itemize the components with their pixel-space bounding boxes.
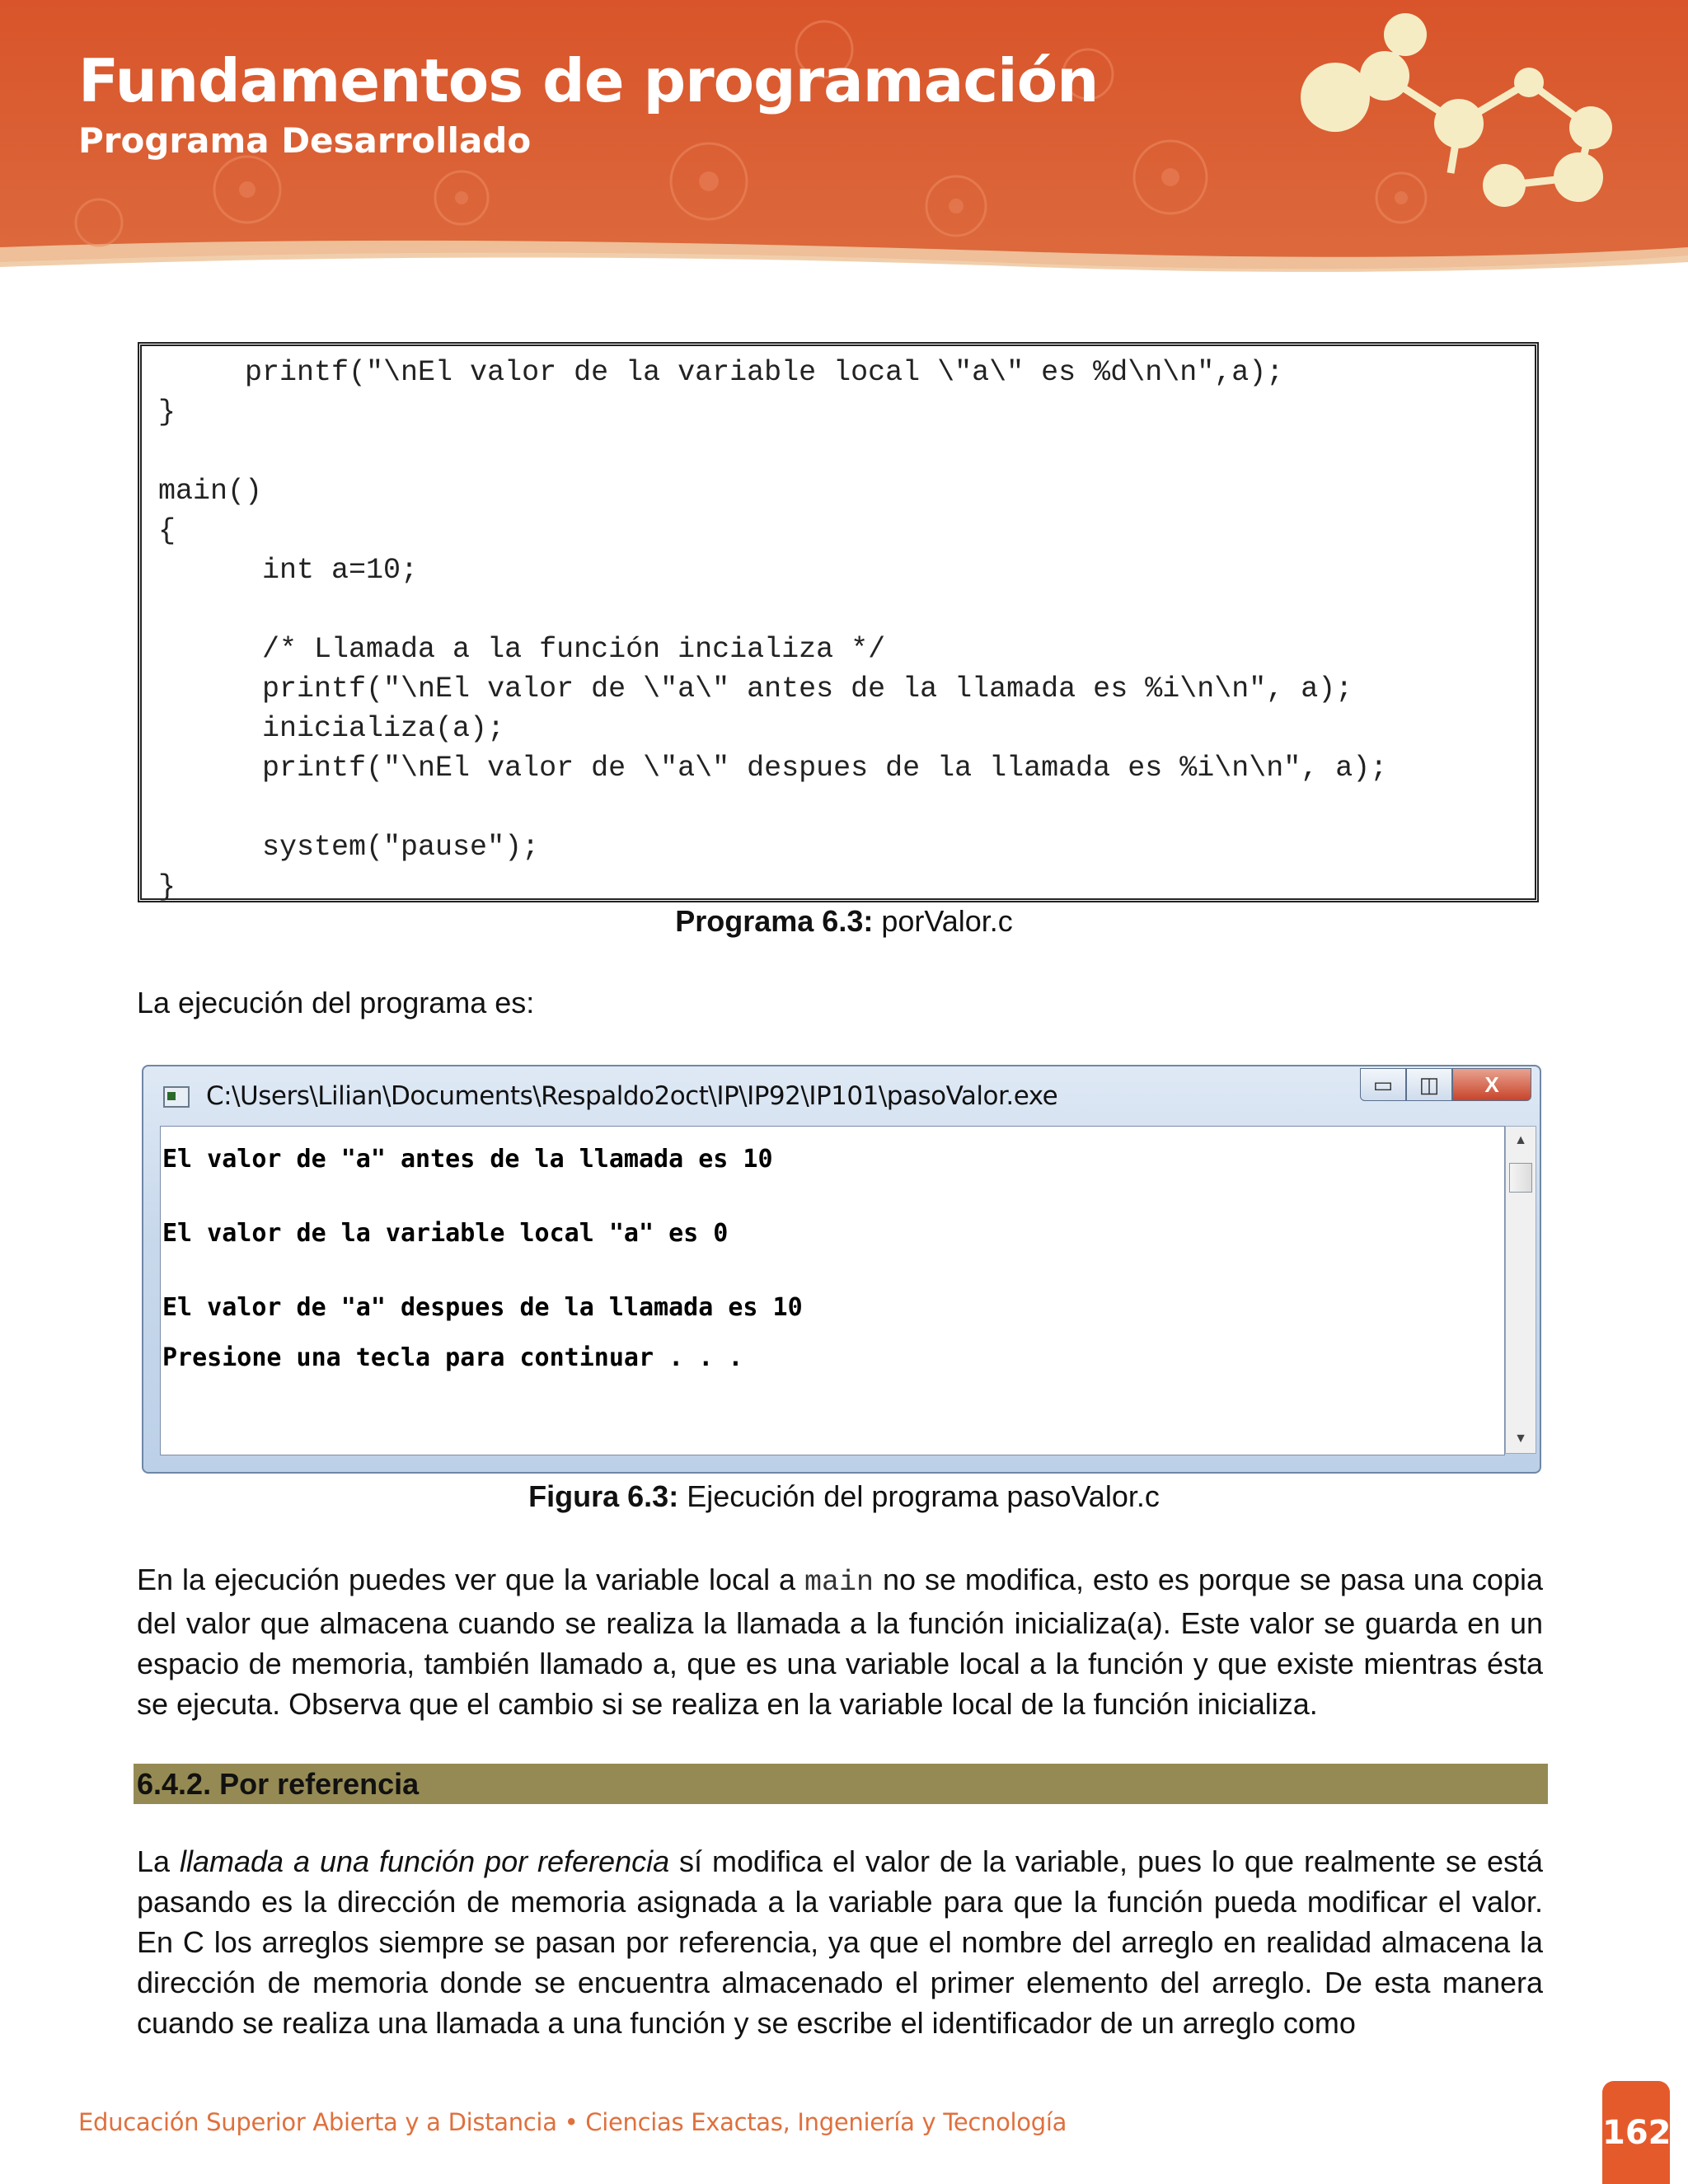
console-window (142, 1065, 1541, 1474)
italic-term: llamada a una función por referencia (180, 1844, 670, 1878)
section-heading-bar (134, 1764, 1548, 1804)
paragraph-text: La (137, 1844, 180, 1878)
scroll-thumb[interactable] (1509, 1163, 1532, 1193)
program-caption (0, 904, 1688, 939)
program-caption-text: porValor.c (873, 904, 1013, 938)
code-line: printf("\nEl valor de la variable local \"a\" es %d\n\n",a); (158, 356, 1284, 389)
maximize-button[interactable]: ◫ (1406, 1068, 1452, 1101)
code-line: system("pause"); (158, 831, 540, 864)
intro-text: La ejecución del programa es: (137, 986, 535, 1019)
code-line: printf("\nEl valor de \"a\" antes de la llamada es %i\n\n", a); (158, 673, 1353, 705)
code-line: main() (158, 475, 263, 508)
minimize-button[interactable]: ▭ (1360, 1068, 1406, 1101)
code-line: { (158, 514, 176, 547)
console-line: El valor de "a" despues de la llamada es 10 (162, 1293, 803, 1322)
console-app-icon (163, 1086, 190, 1108)
figure-caption (0, 1479, 1688, 1514)
page-number-tab (1602, 2081, 1670, 2184)
code-line: } (158, 396, 176, 429)
footer-text: Educación Superior Abierta y a Distancia • Ciencias Exactas, Ingeniería y Tecnología (78, 2108, 1067, 2136)
paragraph-text: no se modifica, esto es porque se pasa una copia del valor que almacena cuando se realiza la llamada a la función inicializa(a). Este valor se guarda en un espacio de memoria, también llamado a, que es una variable local a la función y que existe mientras ésta se ejecuta. Observa que el cambio si se realiza en la variable local de la función inicializa. (137, 1563, 1543, 1721)
program-caption-label: Programa 6.3: (675, 904, 874, 938)
console-line: El valor de "a" antes de la llamada es 10 (162, 1145, 773, 1174)
figure-caption-text: Ejecución del programa pasoValor.c (678, 1479, 1160, 1513)
code-text (158, 353, 1387, 907)
section-heading: 6.4.2. Por referencia (137, 1767, 420, 1801)
header-subtitle: Programa Desarrollado (78, 120, 532, 161)
console-output (160, 1126, 1505, 1455)
vertical-scrollbar[interactable] (1505, 1126, 1536, 1454)
scroll-down-arrow-icon[interactable]: ▼ (1514, 1432, 1527, 1446)
paragraph-por-referencia (137, 1841, 1543, 2043)
page-number: 162 (1602, 2114, 1672, 2152)
paragraph-paso-valor (137, 1559, 1543, 1724)
code-line: } (158, 870, 176, 903)
scroll-up-arrow-icon[interactable]: ▲ (1514, 1133, 1527, 1147)
console-line: Presione una tecla para continuar . . . (162, 1343, 743, 1372)
figure-caption-label: Figura 6.3: (528, 1479, 679, 1513)
close-button[interactable]: X (1452, 1068, 1531, 1101)
header-banner (0, 0, 1688, 288)
code-line: int a=10; (158, 554, 419, 587)
code-line: printf("\nEl valor de \"a\" despues de la llamada es %i\n\n", a); (158, 752, 1388, 785)
code-line: inicializa(a); (158, 712, 505, 745)
header-title: Fundamentos de programación (78, 46, 1099, 115)
console-title: C:\Users\Lilian\Documents\Respaldo2oct\IP\IP92\IP101\pasoValor.exe (206, 1081, 1058, 1111)
code-listing (138, 342, 1539, 902)
paragraph-text: En la ejecución puedes ver que la variable local a (137, 1563, 804, 1596)
console-line: El valor de la variable local "a" es 0 (162, 1219, 729, 1248)
inline-code: main (804, 1566, 874, 1599)
window-controls (1360, 1068, 1531, 1103)
paragraph-text: sí modifica el valor de la variable, pues lo que realmente se está pasando es la dirección de memoria asignada a la variable para que la función pueda modificar el valor. En C los arreglos siempre se pasan por referencia, ya que el nombre del arreglo en realidad almacena la dirección de memoria donde se encuentra almacenado el primer elemento del arreglo. De esta manera cuando se realiza una llamada a una función y se escribe el identificador de un arreglo como (137, 1844, 1543, 2040)
code-line: /* Llamada a la función incializa */ (158, 633, 886, 666)
